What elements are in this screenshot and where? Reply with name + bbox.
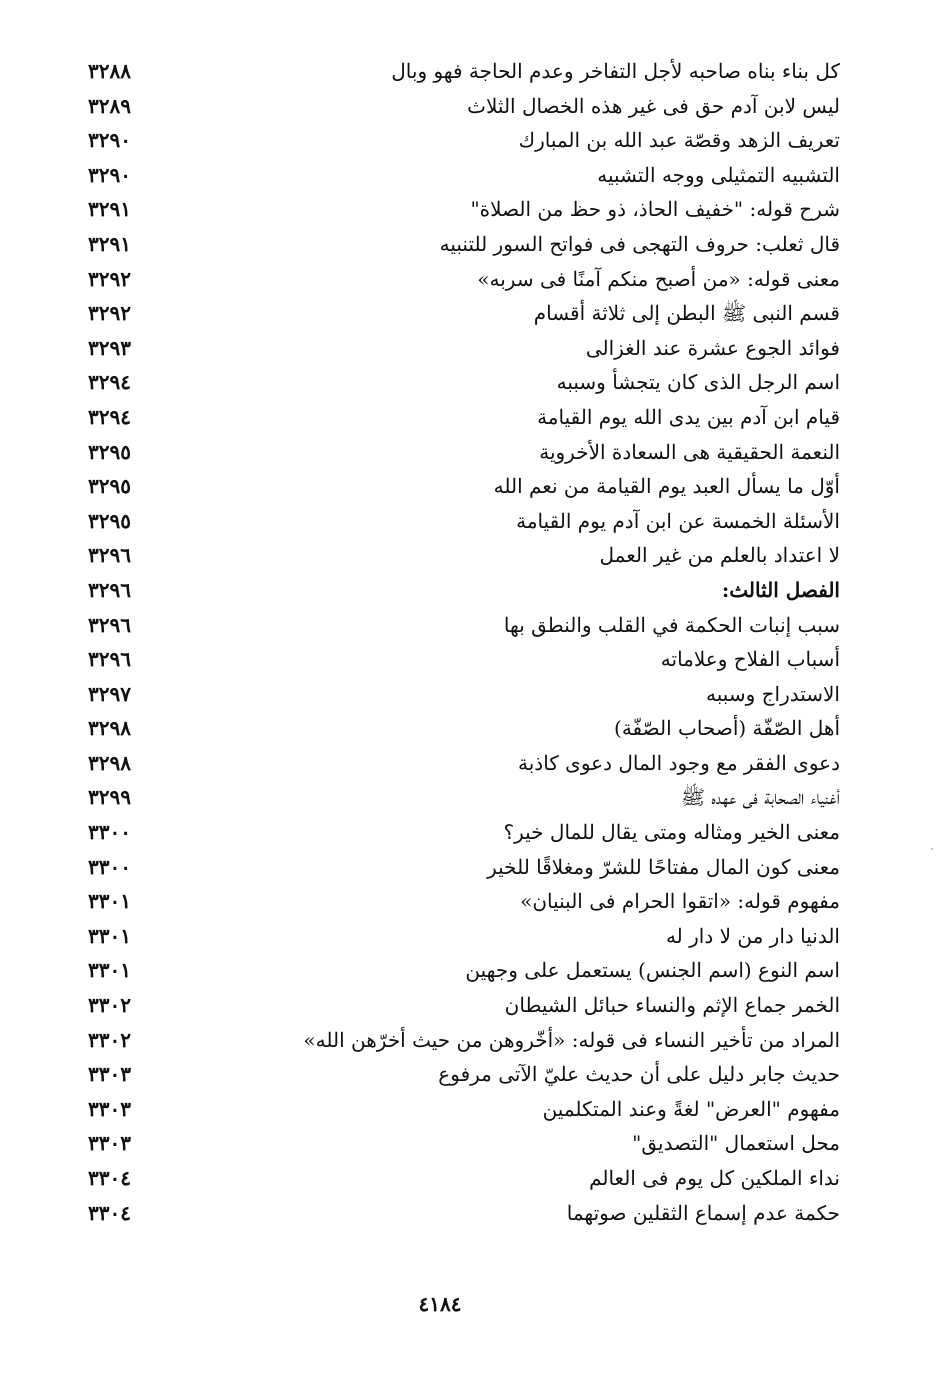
toc-row bbox=[60, 538, 840, 573]
entry-title: نداء الملكين كل يوم فى العالم bbox=[589, 1166, 840, 1190]
toc-row bbox=[60, 227, 840, 262]
entry-page-number: ٣٢٩٦ bbox=[88, 577, 131, 602]
toc-row bbox=[60, 1196, 840, 1231]
entry-title: أسباب الفلاح وعلاماته bbox=[660, 647, 840, 672]
toc-row bbox=[60, 89, 840, 124]
toc-row bbox=[60, 331, 840, 366]
entry-title: اسم الرجل الذى كان يتجشأ وسببه bbox=[556, 370, 840, 395]
entry-page-number: ٣٢٩٧ bbox=[88, 681, 131, 706]
entry-title: مفهوم "العرض" لغةً وعند المتكلمين bbox=[542, 1096, 840, 1121]
entry-page-number: ٣٢٩٥ bbox=[88, 474, 131, 499]
toc-row bbox=[60, 296, 840, 331]
entry-page-number: ٣٣٠٤ bbox=[88, 1200, 131, 1225]
toc-row bbox=[60, 435, 840, 470]
toc-row bbox=[60, 884, 840, 919]
entry-title: الدنيا دار من لا دار له bbox=[665, 923, 840, 948]
scan-speck bbox=[931, 848, 933, 850]
toc-row bbox=[60, 850, 840, 885]
entry-page-number: ٣٣٠٣ bbox=[88, 1062, 131, 1087]
entry-page-number: ٣٢٩٨ bbox=[88, 750, 131, 775]
entry-page-number: ٣٣٠١ bbox=[88, 958, 131, 983]
entry-page-number: ٣٣٠٣ bbox=[88, 1096, 131, 1121]
entry-title: مفهوم قوله: «اتقوا الحرام فى البنيان» bbox=[520, 889, 840, 914]
entry-title: كل بناء بناه صاحبه لأجل التفاخر وعدم الحاجة فهو وبال bbox=[391, 59, 840, 83]
entry-title: لا اعتداد بالعلم من غير العمل bbox=[599, 543, 840, 568]
toc-row bbox=[60, 642, 840, 677]
toc-row bbox=[60, 123, 840, 158]
entry-page-number: ٣٢٩٦ bbox=[88, 543, 131, 568]
toc-row bbox=[60, 469, 840, 504]
entry-title: الاستدراج وسببه bbox=[706, 681, 840, 706]
toc-row bbox=[60, 1161, 840, 1196]
entry-page-number: ٣٣٠٠ bbox=[88, 820, 131, 845]
entry-title: معنى كون المال مفتاحًا للشرّ ومغلاقًا للخير bbox=[487, 854, 840, 879]
entry-page-number: ٣٢٩٠ bbox=[88, 128, 131, 153]
toc-row bbox=[60, 158, 840, 193]
entry-page-number: ٣٣٠٢ bbox=[88, 1027, 131, 1052]
entry-title: شرح قوله: "خفيف الحاذ، ذو حظ من الصلاة" bbox=[470, 197, 840, 222]
toc-row bbox=[60, 1126, 840, 1161]
toc-row bbox=[60, 988, 840, 1023]
section-heading: الفصل الثالث: bbox=[721, 577, 840, 602]
entry-title: حديث جابر دليل على أن حديث عليّ الآتى مرفوع bbox=[438, 1062, 840, 1087]
entry-page-number: ٣٣٠٣ bbox=[88, 1131, 131, 1156]
entry-title: النعمة الحقيقية هى السعادة الأخروية bbox=[539, 439, 840, 464]
toc-row bbox=[60, 677, 840, 712]
toc-row bbox=[60, 780, 840, 815]
toc-row bbox=[60, 919, 840, 954]
entry-title: سبب إنبات الحكمة في القلب والنطق بها bbox=[503, 612, 840, 637]
toc-row bbox=[60, 953, 840, 988]
entry-page-number: ٣٢٩١ bbox=[88, 231, 131, 256]
entry-title: معنى الخير ومثاله ومتى يقال للمال خير؟ bbox=[503, 820, 840, 845]
entry-page-number: ٣٢٨٩ bbox=[88, 93, 131, 118]
toc-row bbox=[60, 711, 840, 746]
page-number: ٤١٨٤ bbox=[418, 1292, 462, 1316]
entry-page-number: ٣٢٨٨ bbox=[88, 59, 131, 83]
toc-row bbox=[60, 54, 840, 89]
toc-row bbox=[60, 365, 840, 400]
entry-title: الأسئلة الخمسة عن ابن آدم يوم القيامة bbox=[516, 508, 840, 533]
entry-title: الخمر جماع الإثم والنساء حبائل الشيطان bbox=[504, 993, 840, 1018]
entry-page-number: ٣٣٠١ bbox=[88, 889, 131, 914]
entry-title: معنى قوله: «من أصبح منكم آمنًا فى سربه» bbox=[477, 266, 840, 291]
table-of-contents bbox=[60, 54, 840, 1230]
entry-title: أغنياء الصحابة فى عهده ﷺ bbox=[680, 785, 840, 810]
toc-row bbox=[60, 815, 840, 850]
entry-page-number: ٣٣٠٢ bbox=[88, 993, 131, 1018]
toc-row bbox=[60, 400, 840, 435]
entry-title: قال ثعلب: حروف التهجى فى فواتح السور للتنبيه bbox=[439, 231, 840, 256]
entry-title: فوائد الجوع عشرة عند الغزالى bbox=[585, 335, 840, 360]
entry-page-number: ٣٢٩٨ bbox=[88, 716, 131, 741]
entry-title: اسم النوع (اسم الجنس) يستعمل على وجهين bbox=[465, 958, 840, 983]
entry-title: قيام ابن آدم بين يدى الله يوم القيامة bbox=[537, 404, 840, 429]
entry-title: أوّل ما يسأل العبد يوم القيامة من نعم الله bbox=[493, 474, 840, 499]
entry-page-number: ٣٢٩٦ bbox=[88, 647, 131, 672]
entry-page-number: ٣٣٠١ bbox=[88, 923, 131, 948]
entry-title: دعوى الفقر مع وجود المال دعوى كاذبة bbox=[518, 750, 840, 775]
toc-row bbox=[60, 573, 840, 608]
entry-title: حكمة عدم إسماع الثقلين صوتهما bbox=[566, 1200, 840, 1225]
entry-page-number: ٣٢٩٥ bbox=[88, 439, 131, 464]
entry-title: تعريف الزهد وقصّة عبد الله بن المبارك bbox=[518, 128, 840, 153]
entry-page-number: ٣٢٩٤ bbox=[88, 404, 131, 429]
entry-title: المراد من تأخير النساء فى قوله: «أخّروهن من حيث أخرّهن الله» bbox=[303, 1027, 840, 1052]
entry-title: أهل الصّفّة (أصحاب الصّفّة) bbox=[614, 716, 840, 741]
entry-page-number: ٣٣٠٤ bbox=[88, 1166, 131, 1190]
toc-row bbox=[60, 1057, 840, 1092]
entry-page-number: ٣٢٩٤ bbox=[88, 370, 131, 395]
entry-page-number: ٣٢٩٣ bbox=[88, 335, 131, 360]
entry-page-number: ٣٢٩١ bbox=[88, 197, 131, 222]
toc-row bbox=[60, 608, 840, 643]
toc-row bbox=[60, 746, 840, 781]
entry-title: محل استعمال "التصديق" bbox=[632, 1131, 840, 1156]
entry-page-number: ٣٢٩٩ bbox=[88, 785, 131, 810]
entry-page-number: ٣٢٩٢ bbox=[88, 266, 131, 291]
entry-page-number: ٣٢٩٥ bbox=[88, 508, 131, 533]
entry-page-number: ٣٢٩٦ bbox=[88, 612, 131, 637]
entry-title: التشبيه التمثيلى ووجه التشبيه bbox=[597, 162, 840, 187]
entry-page-number: ٣٣٠٠ bbox=[88, 854, 131, 879]
toc-row bbox=[60, 1023, 840, 1058]
entry-title: قسم النبى ﷺ البطن إلى ثلاثة أقسام bbox=[533, 301, 840, 326]
entry-page-number: ٣٢٩٠ bbox=[88, 162, 131, 187]
toc-row bbox=[60, 262, 840, 297]
entry-page-number: ٣٢٩٢ bbox=[88, 301, 131, 326]
toc-row bbox=[60, 192, 840, 227]
toc-row bbox=[60, 1092, 840, 1127]
entry-title: ليس لابن آدم حق فى غير هذه الخصال الثلاث bbox=[467, 93, 840, 118]
toc-row bbox=[60, 504, 840, 539]
